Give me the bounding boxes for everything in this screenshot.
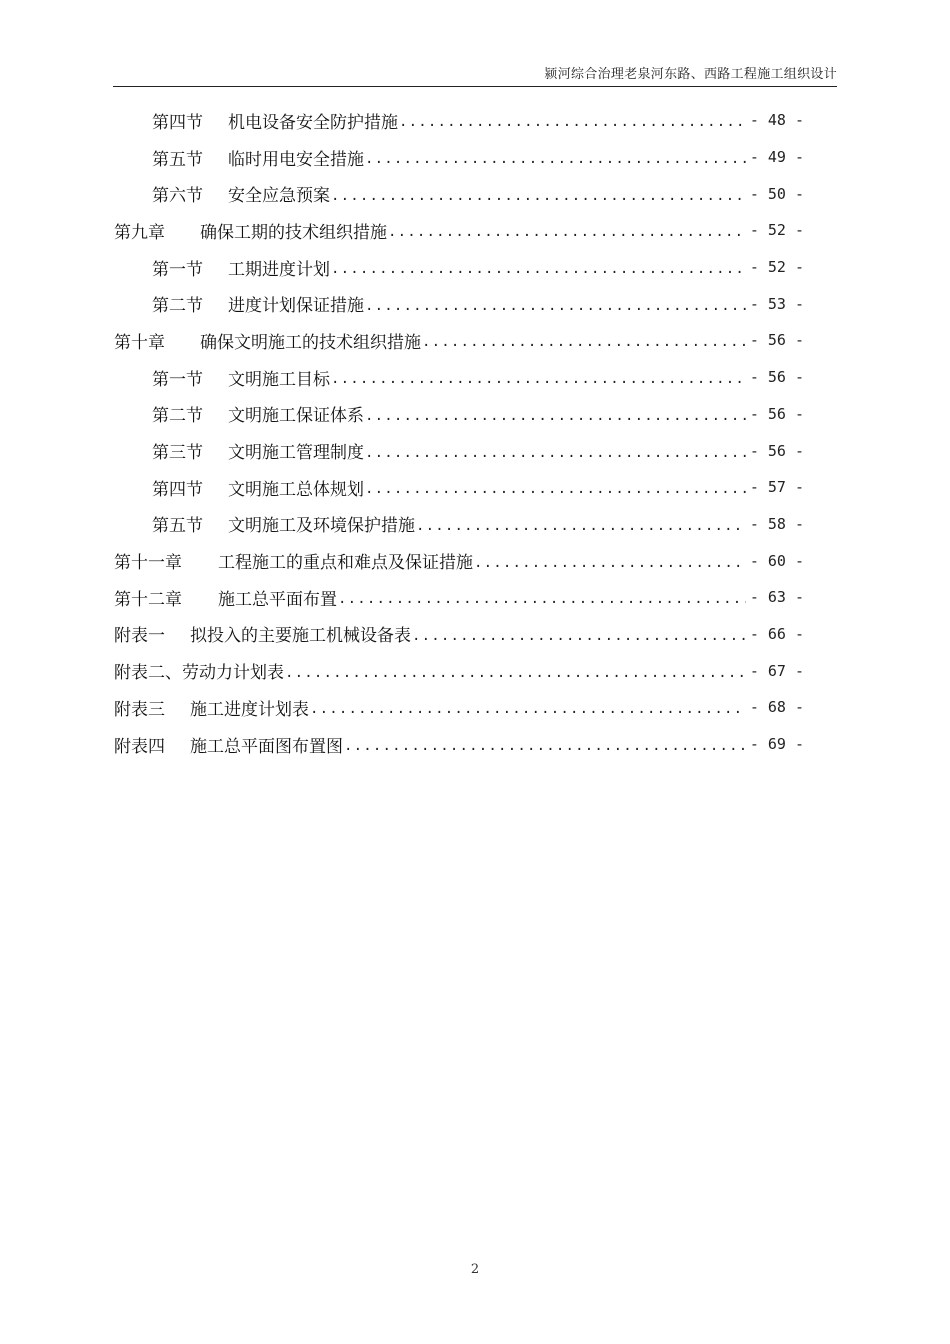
toc-entry-label xyxy=(152,255,330,280)
toc-entry[interactable] xyxy=(114,249,804,286)
dot-leader xyxy=(331,261,746,277)
appendix-title: 施工总平面图布置图 xyxy=(190,736,343,757)
dot-leader xyxy=(331,188,746,204)
toc-entry-label xyxy=(152,145,364,170)
toc-entry[interactable] xyxy=(114,285,804,322)
page-ref: - 52 - xyxy=(749,258,804,277)
page-ref: - 66 - xyxy=(749,624,804,643)
page-ref: - 68 - xyxy=(749,698,804,717)
appendix-title: 拟投入的主要施工机械设备表 xyxy=(190,626,411,647)
toc-entry[interactable] xyxy=(114,542,804,579)
toc-entry-label xyxy=(114,658,284,683)
toc-entry-label xyxy=(114,548,473,573)
section-number: 第四节 xyxy=(152,479,203,500)
section-title: 文明施工保证体系 xyxy=(228,406,364,427)
section-title: 临时用电安全措施 xyxy=(228,149,364,170)
toc-entry-label xyxy=(114,328,421,353)
chapter-number: 第十一章 xyxy=(114,553,182,574)
document-title: 颍河综合治理老泉河东路、西路工程施工组织设计 xyxy=(544,67,837,82)
page-ref: - 53 - xyxy=(749,294,804,313)
dot-leader xyxy=(344,738,746,754)
toc-entry-label xyxy=(152,181,330,206)
toc-entry[interactable] xyxy=(114,652,804,689)
toc-entry[interactable] xyxy=(114,469,804,506)
dot-leader xyxy=(338,591,746,607)
page-header xyxy=(113,66,837,87)
toc-entry-label xyxy=(152,365,330,390)
section-title: 文明施工总体规划 xyxy=(228,479,364,500)
toc-entry[interactable] xyxy=(114,322,804,359)
toc-entry[interactable] xyxy=(114,175,804,212)
chapter-title: 工程施工的重点和难点及保证措施 xyxy=(218,553,473,574)
section-title: 安全应急预案 xyxy=(228,186,330,207)
section-number: 第一节 xyxy=(152,259,203,280)
appendix-title: 劳动力计划表 xyxy=(182,663,284,684)
toc-entry[interactable] xyxy=(114,359,804,396)
section-number: 第六节 xyxy=(152,186,203,207)
page-ref: - 49 - xyxy=(749,148,804,167)
chapter-title: 确保文明施工的技术组织措施 xyxy=(200,332,421,353)
page-ref: - 69 - xyxy=(749,735,804,754)
toc-entry[interactable] xyxy=(114,396,804,433)
toc-entry-label xyxy=(114,621,411,646)
toc-entry-label xyxy=(152,438,364,463)
section-title: 文明施工目标 xyxy=(228,369,330,390)
section-number: 第二节 xyxy=(152,406,203,427)
dot-leader xyxy=(365,481,746,497)
dot-leader xyxy=(310,701,746,717)
toc-entry[interactable] xyxy=(114,506,804,543)
dot-leader xyxy=(412,628,746,644)
toc-entry-label xyxy=(114,585,337,610)
page-ref: - 63 - xyxy=(749,588,804,607)
table-of-contents xyxy=(114,102,804,762)
section-title: 文明施工及环境保护措施 xyxy=(228,516,415,537)
page-ref: - 60 - xyxy=(749,551,804,570)
appendix-number: 附表二、 xyxy=(114,663,182,684)
dot-leader xyxy=(331,371,746,387)
toc-entry[interactable] xyxy=(114,139,804,176)
page-ref: - 56 - xyxy=(749,368,804,387)
chapter-title: 确保工期的技术组织措施 xyxy=(200,222,387,243)
dot-leader xyxy=(285,665,746,681)
section-number: 第五节 xyxy=(152,149,203,170)
page-ref: - 67 - xyxy=(749,661,804,680)
toc-entry-label xyxy=(152,108,398,133)
section-number: 第一节 xyxy=(152,369,203,390)
dot-leader xyxy=(416,518,746,534)
page-ref: - 58 - xyxy=(749,514,804,533)
chapter-number: 第十二章 xyxy=(114,589,182,610)
toc-entry-label xyxy=(152,401,364,426)
section-title: 工期进度计划 xyxy=(228,259,330,280)
toc-entry[interactable] xyxy=(114,102,804,139)
page-ref: - 52 - xyxy=(749,221,804,240)
dot-leader xyxy=(388,224,746,240)
toc-entry-label xyxy=(152,475,364,500)
dot-leader xyxy=(365,408,746,424)
toc-entry[interactable] xyxy=(114,726,804,763)
toc-entry-label xyxy=(114,732,343,757)
toc-entry[interactable] xyxy=(114,212,804,249)
section-number: 第四节 xyxy=(152,112,203,133)
section-title: 进度计划保证措施 xyxy=(228,296,364,317)
dot-leader xyxy=(399,114,746,130)
appendix-number: 附表三 xyxy=(114,699,165,720)
toc-entry[interactable] xyxy=(114,616,804,653)
section-number: 第二节 xyxy=(152,296,203,317)
toc-entry-label xyxy=(152,511,415,536)
page-number: 2 xyxy=(470,1262,480,1277)
page-ref: - 56 - xyxy=(749,404,804,423)
toc-entry[interactable] xyxy=(114,689,804,726)
page-ref: - 57 - xyxy=(749,478,804,497)
dot-leader xyxy=(365,445,746,461)
appendix-number: 附表四 xyxy=(114,736,165,757)
dot-leader xyxy=(365,298,746,314)
dot-leader xyxy=(422,334,746,350)
toc-entry-label xyxy=(114,695,309,720)
section-number: 第五节 xyxy=(152,516,203,537)
dot-leader xyxy=(474,555,746,571)
appendix-title: 施工进度计划表 xyxy=(190,699,309,720)
toc-entry[interactable] xyxy=(114,432,804,469)
chapter-title: 施工总平面布置 xyxy=(218,589,337,610)
section-number: 第三节 xyxy=(152,443,203,464)
dot-leader xyxy=(365,151,746,167)
toc-entry[interactable] xyxy=(114,579,804,616)
appendix-number: 附表一 xyxy=(114,626,165,647)
page-ref: - 56 - xyxy=(749,331,804,350)
chapter-number: 第九章 xyxy=(114,222,165,243)
section-title: 文明施工管理制度 xyxy=(228,443,364,464)
page-ref: - 50 - xyxy=(749,184,804,203)
toc-entry-label xyxy=(114,218,387,243)
chapter-number: 第十章 xyxy=(114,332,165,353)
page-ref: - 48 - xyxy=(749,111,804,130)
section-title: 机电设备安全防护措施 xyxy=(228,112,398,133)
page-ref: - 56 - xyxy=(749,441,804,460)
toc-entry-label xyxy=(152,291,364,316)
